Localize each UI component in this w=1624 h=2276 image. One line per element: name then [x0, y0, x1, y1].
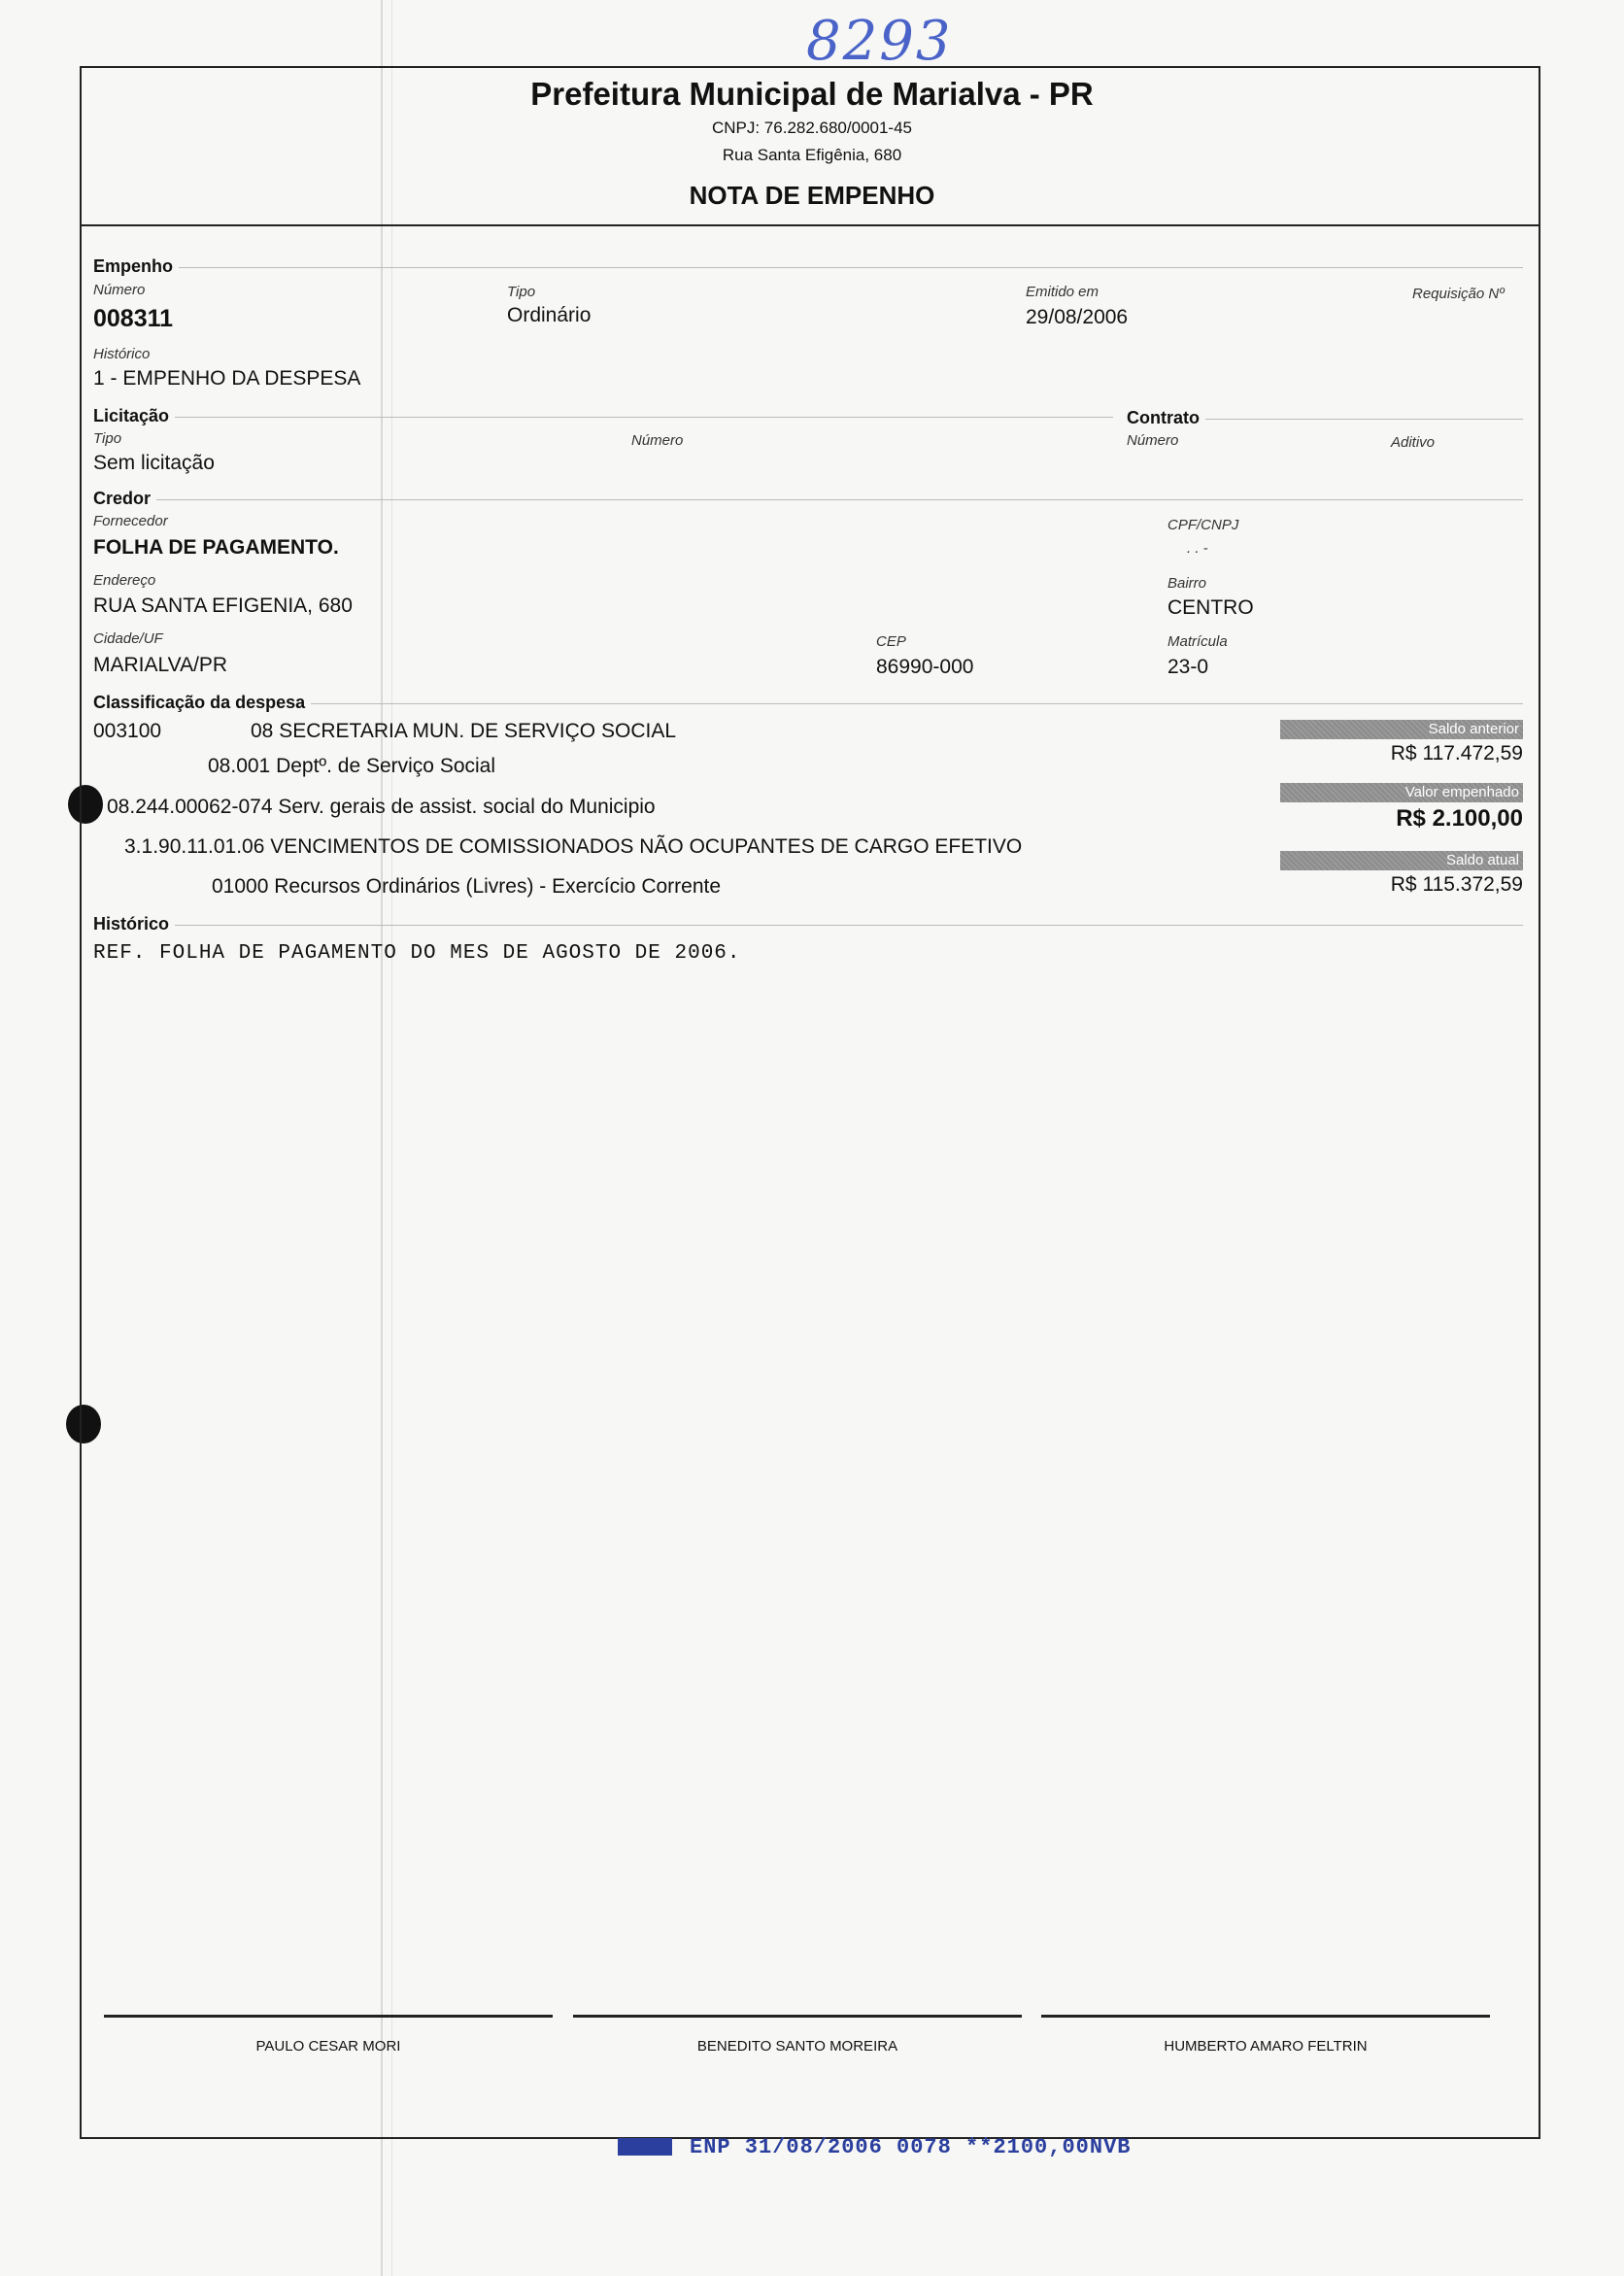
historico-text: REF. FOLHA DE PAGAMENTO DO MES DE AGOSTO DE 2006. — [93, 942, 741, 965]
signature-name: BENEDITO SANTO MOREIRA — [696, 2038, 898, 2055]
payment-stamp — [618, 2135, 1131, 2159]
saldo-anterior-label: Saldo anterior — [1280, 720, 1523, 739]
emitido-date: 29/08/2006 — [1026, 306, 1129, 328]
cpf-value: . . - — [1187, 540, 1208, 557]
classificacao-departamento: 08.001 Deptº. de Serviço Social — [208, 755, 496, 777]
section-title: Empenho — [93, 256, 179, 277]
classificacao-programa: 08.244.00062-074 Serv. gerais de assist. social do Municipio — [107, 796, 656, 818]
classificacao-secretaria: 08 SECRETARIA MUN. DE SERVIÇO SOCIAL — [251, 720, 677, 742]
stamp-text: ENP 31/08/2006 0078 **2100,00NVB — [690, 2135, 1132, 2159]
section-historico — [93, 914, 1523, 935]
signature-name: HUMBERTO AMARO FELTRIN — [1164, 2038, 1368, 2055]
licitacao-tipo: Sem licitação — [93, 452, 215, 474]
saldo-atual-label: Saldo atual — [1280, 851, 1523, 870]
section-empenho — [93, 256, 1523, 278]
municipality-title: Prefeitura Municipal de Marialva - PR — [530, 76, 1094, 112]
classificacao-elemento: 3.1.90.11.01.06 VENCIMENTOS DE COMISSIONADOS NÃO OCUPANTES DE CARGO EFETIVO — [124, 835, 1023, 858]
licitacao-tipo-label: Tipo — [93, 430, 122, 447]
document-title: NOTA DE EMPENHO — [689, 181, 935, 210]
cnpj: CNPJ: 76.282.680/0001-45 — [711, 119, 913, 137]
cep-label: CEP — [876, 633, 906, 650]
fornecedor-label: Fornecedor — [93, 513, 168, 529]
matricula: 23-0 — [1167, 656, 1209, 678]
historico-label: Histórico — [93, 346, 151, 362]
saldo-atual: R$ 115.372,59 — [1390, 873, 1523, 896]
saldo-anterior: R$ 117.472,59 — [1390, 742, 1523, 764]
bairro: CENTRO — [1167, 596, 1254, 619]
cidade: MARIALVA/PR — [93, 654, 228, 676]
empenho-historico: 1 - EMPENHO DA DESPESA — [93, 367, 361, 390]
licitacao-numero-label: Número — [631, 432, 684, 449]
header-divider — [80, 224, 1540, 226]
valor-empenhado: R$ 2.100,00 — [1396, 805, 1523, 832]
endereco-label: Endereço — [93, 572, 156, 589]
classificacao-code: 003100 — [93, 720, 162, 742]
empenho-tipo: Ordinário — [507, 304, 592, 326]
empenho-number: 008311 — [93, 305, 174, 332]
stamp-mark — [618, 2138, 672, 2156]
handwritten-page-number: 8293 — [806, 10, 953, 73]
contrato-numero-label: Número — [1127, 432, 1179, 449]
signature-line — [1041, 2015, 1490, 2018]
cpf-label: CPF/CNPJ — [1167, 517, 1239, 533]
section-title: Histórico — [93, 914, 175, 934]
fornecedor: FOLHA DE PAGAMENTO. — [93, 536, 339, 559]
requisicao-label: Requisição Nº — [1412, 286, 1505, 302]
emitido-label: Emitido em — [1026, 284, 1100, 300]
section-title: Credor — [93, 489, 156, 509]
contrato-aditivo-label: Aditivo — [1391, 434, 1436, 451]
numero-label: Número — [93, 282, 146, 298]
classificacao-recurso: 01000 Recursos Ordinários (Livres) - Exercício Corrente — [212, 875, 722, 898]
address: Rua Santa Efigênia, 680 — [722, 146, 902, 164]
section-title: Classificação da despesa — [93, 693, 311, 713]
section-licitacao — [93, 406, 1113, 427]
section-title: Licitação — [93, 406, 175, 426]
cidade-label: Cidade/UF — [93, 630, 163, 647]
endereco: RUA SANTA EFIGENIA, 680 — [93, 594, 353, 617]
section-contrato — [1127, 408, 1523, 429]
signature-line — [573, 2015, 1022, 2018]
section-credor — [93, 489, 1523, 510]
matricula-label: Matrícula — [1167, 633, 1228, 650]
tipo-label: Tipo — [507, 284, 536, 300]
signature-line — [104, 2015, 553, 2018]
cep: 86990-000 — [876, 656, 974, 678]
valor-empenhado-label: Valor empenhado — [1280, 783, 1523, 802]
section-classificacao — [93, 693, 1523, 714]
section-title: Contrato — [1127, 408, 1205, 428]
bairro-label: Bairro — [1167, 575, 1207, 592]
signature-name: PAULO CESAR MORI — [255, 2038, 401, 2055]
